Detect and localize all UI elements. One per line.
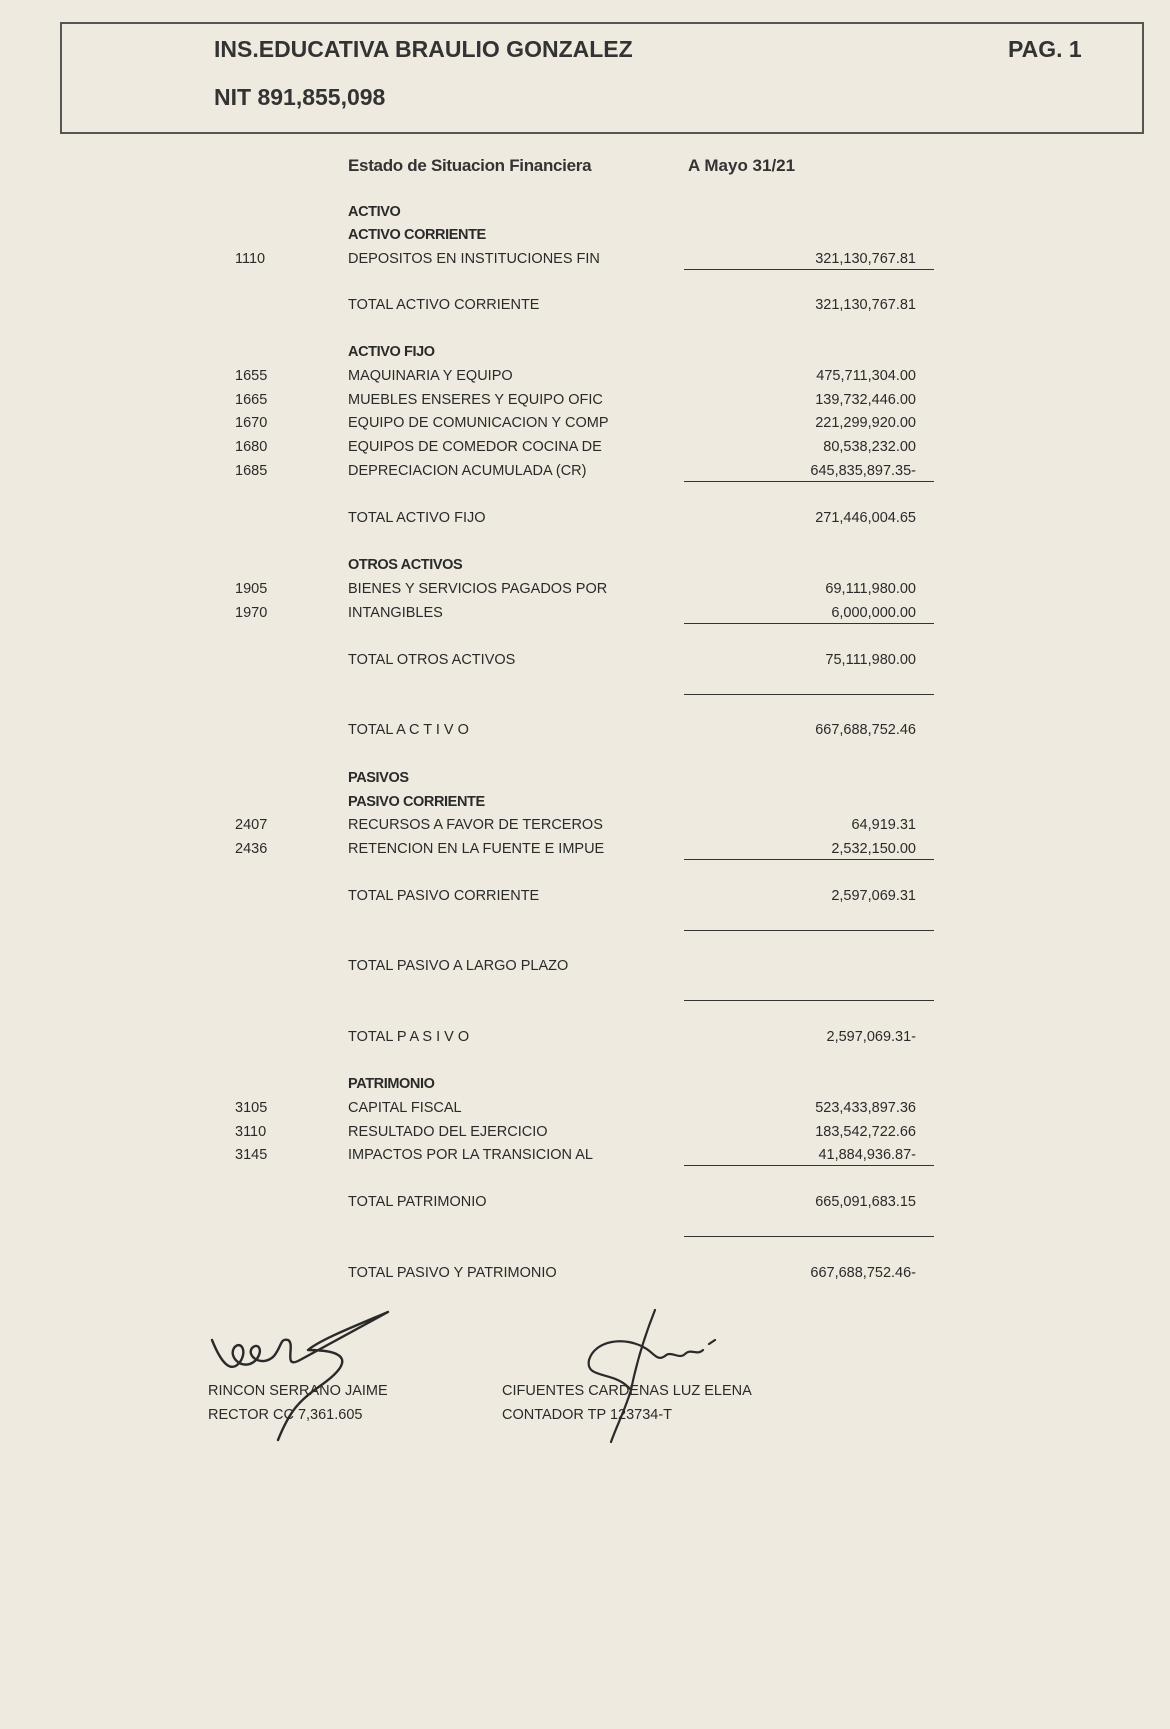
ledger-row: TOTAL PASIVO A LARGO PLAZO [348,958,569,974]
ledger-row: 1110 DEPOSITOS EN INSTITUCIONES FIN 321,130,767.81 [235,251,916,267]
underline-rule [684,269,934,270]
underline-rule [684,694,934,695]
ledger-row: TOTAL A C T I V O 667,688,752.46 [348,722,916,738]
ledger-row: TOTAL PASIVO CORRIENTE 2,597,069.31 [348,888,916,904]
page-number: PAG. 1 [1008,36,1082,62]
ledger-row: TOTAL PASIVO Y PATRIMONIO 667,688,752.46- [348,1265,916,1281]
ledger-row: TOTAL P A S I V O 2,597,069.31- [348,1029,916,1045]
document-date: A Mayo 31/21 [688,156,796,175]
ledger-row: 3105 CAPITAL FISCAL 523,433,897.36 [235,1100,916,1116]
ledger-row: TOTAL PATRIMONIO 665,091,683.15 [348,1194,916,1210]
ledger-row: 1685 DEPRECIACION ACUMULADA (CR) 645,835,897.35- [235,463,916,479]
ledger-row: TOTAL ACTIVO CORRIENTE 321,130,767.81 [348,297,916,313]
rector-signature [200,1300,400,1450]
ledger-row: PASIVOS [348,770,409,786]
underline-rule [684,1165,934,1166]
ledger-row: 1970 INTANGIBLES 6,000,000.00 [235,605,916,621]
underline-rule [684,1236,934,1237]
ledger-row: ACTIVO CORRIENTE [348,227,486,243]
underline-rule [684,1000,934,1001]
rector-role: RECTOR CC 7,361.605 [208,1407,363,1423]
ledger-row: PATRIMONIO [348,1076,435,1092]
ledger-row: 1905 BIENES Y SERVICIOS PAGADOS POR 69,111,980.00 [235,581,916,597]
ledger-row: 3145 IMPACTOS POR LA TRANSICION AL 41,884,936.87- [235,1147,916,1163]
ledger-row: ACTIVO FIJO [348,344,435,360]
contador-name: CIFUENTES CARDENAS LUZ ELENA [502,1383,752,1399]
document-title: Estado de Situacion Financiera [348,156,592,175]
ledger-row: ACTIVO [348,204,401,220]
contador-role: CONTADOR TP 123734-T [502,1407,673,1423]
ledger-row: 3110 RESULTADO DEL EJERCICIO 183,542,722.66 [235,1124,916,1140]
ledger-row: TOTAL ACTIVO FIJO 271,446,004.65 [348,510,916,526]
underline-rule [684,481,934,482]
contador-signature [575,1300,745,1445]
underline-rule [684,623,934,624]
ledger-row: TOTAL OTROS ACTIVOS 75,111,980.00 [348,652,916,668]
institution-name: INS.EDUCATIVA BRAULIO GONZALEZ [214,36,633,62]
ledger-row: OTROS ACTIVOS [348,557,463,573]
ledger-row: 2436 RETENCION EN LA FUENTE E IMPUE 2,532,150.00 [235,841,916,857]
ledger-row: PASIVO CORRIENTE [348,794,485,810]
ledger-row: 1670 EQUIPO DE COMUNICACION Y COMP 221,299,920.00 [235,415,916,431]
ledger-row: 1680 EQUIPOS DE COMEDOR COCINA DE 80,538,232.00 [235,439,916,455]
underline-rule [684,930,934,931]
ledger-row: 1665 MUEBLES ENSERES Y EQUIPO OFIC 139,732,446.00 [235,392,916,408]
nit-number: NIT 891,855,098 [214,84,386,110]
ledger-row: 2407 RECURSOS A FAVOR DE TERCEROS 64,919.31 [235,817,916,833]
underline-rule [684,859,934,860]
ledger-row: 1655 MAQUINARIA Y EQUIPO 475,711,304.00 [235,368,916,384]
rector-name: RINCON SERRANO JAIME [208,1383,388,1399]
